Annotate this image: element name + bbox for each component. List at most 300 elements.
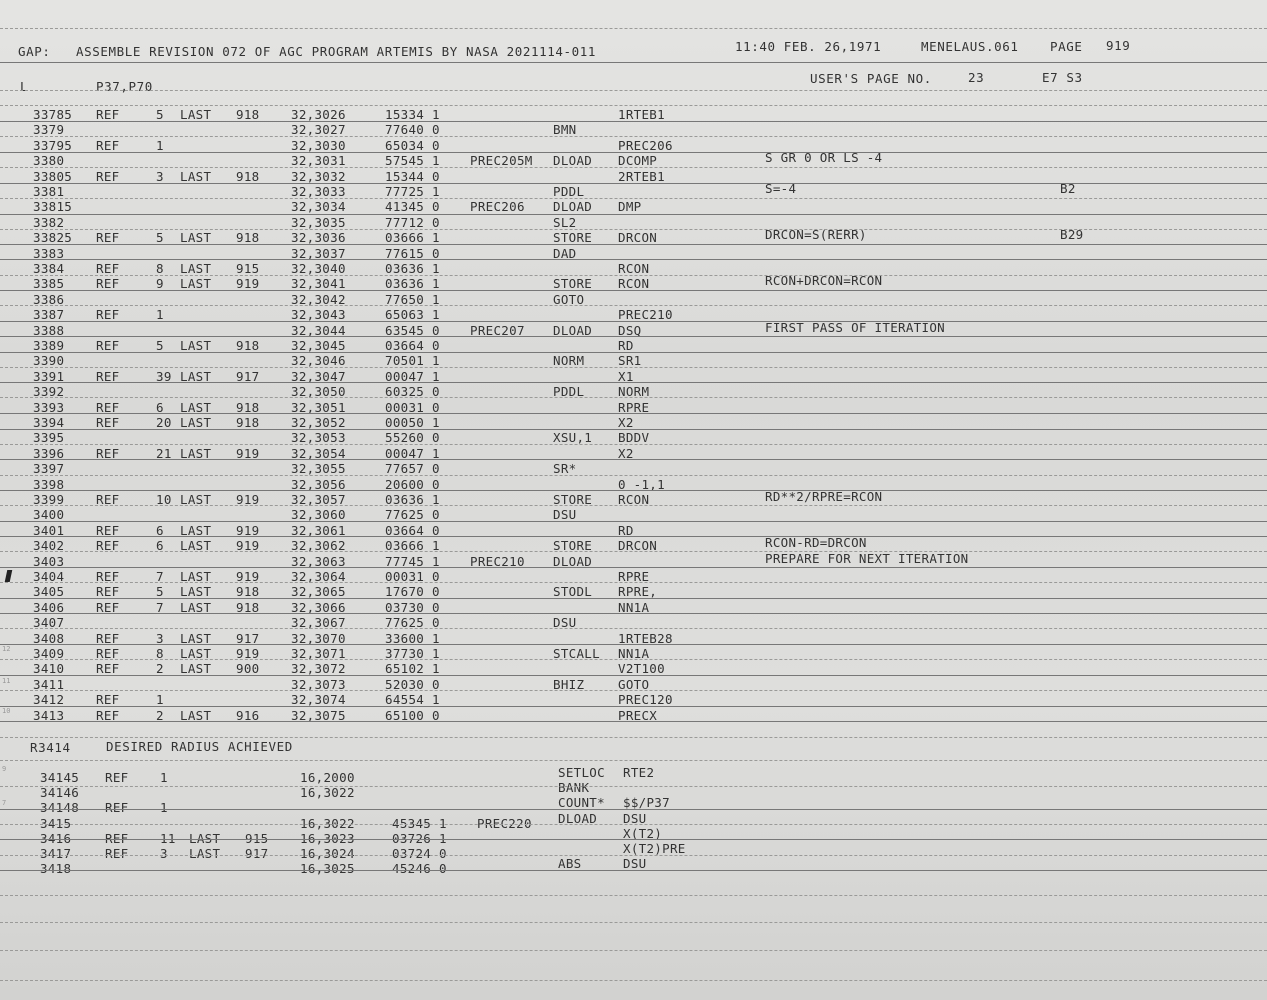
operand: PREC206 xyxy=(618,137,673,153)
ref-count: 2 xyxy=(156,707,164,723)
line-number: 3394 xyxy=(33,415,65,430)
opcode: STODL xyxy=(553,584,593,600)
line-number: 33795 xyxy=(33,137,73,153)
address: 32,3073 xyxy=(291,676,346,692)
ruled-line xyxy=(0,121,1267,122)
opcode: STCALL xyxy=(553,646,600,661)
ruled-line xyxy=(0,336,1267,337)
octal-word: 15334 1 xyxy=(385,107,440,122)
address: 32,3075 xyxy=(291,707,346,723)
last-tag: LAST xyxy=(180,569,212,584)
line-number: 3385 xyxy=(33,276,65,292)
section-text: DESIRED RADIUS ACHIEVED xyxy=(106,739,293,754)
octal-word: 03636 1 xyxy=(385,261,440,276)
line-number: 33825 xyxy=(33,230,73,246)
last-page: 919 xyxy=(236,538,260,554)
ruled-line xyxy=(0,551,1267,552)
comment: FIRST PASS OF ITERATION xyxy=(765,319,945,335)
last-tag: LAST xyxy=(180,107,212,122)
octal-word: 03666 1 xyxy=(385,230,440,246)
octal-word: 03724 0 xyxy=(392,846,447,861)
ruled-line xyxy=(0,675,1267,676)
ruled-line xyxy=(0,382,1267,383)
line-number: 34148 xyxy=(40,800,80,816)
ref-tag: REF xyxy=(96,368,120,384)
line-number: 3383 xyxy=(33,245,65,261)
card-ref: B2 xyxy=(1060,181,1076,196)
octal-word: 03726 1 xyxy=(392,830,447,846)
last-tag: LAST xyxy=(180,707,212,723)
address: 32,3045 xyxy=(291,338,346,353)
last-page: 919 xyxy=(236,646,260,661)
octal-word: 41345 0 xyxy=(385,199,440,215)
address: 32,3054 xyxy=(291,445,346,461)
ruled-line xyxy=(0,244,1267,245)
address: 32,3041 xyxy=(291,276,346,292)
operand: RCON xyxy=(618,276,650,292)
ruled-line xyxy=(0,459,1267,460)
line-number: 33815 xyxy=(33,199,73,215)
octal-word: 77625 0 xyxy=(385,615,440,631)
operand: $$/P37 xyxy=(623,795,670,811)
ruled-line xyxy=(0,214,1267,215)
last-tag: LAST xyxy=(180,445,212,461)
ruled-line xyxy=(0,628,1267,629)
subheader-users-page-number: 23 xyxy=(968,70,985,85)
address: 32,3071 xyxy=(291,646,346,661)
ruled-line xyxy=(0,895,1267,896)
octal-word: 03636 1 xyxy=(385,492,440,507)
line-number: 3410 xyxy=(33,661,65,677)
last-tag: LAST xyxy=(180,538,212,554)
opcode: DLOAD xyxy=(553,553,593,569)
operand: X2 xyxy=(618,445,634,461)
line-number: 3387 xyxy=(33,307,65,323)
line-number: 3406 xyxy=(33,599,65,615)
octal-word: 17670 0 xyxy=(385,584,440,600)
line-number: 3389 xyxy=(33,338,65,353)
octal-word: 65034 0 xyxy=(385,137,440,153)
last-tag: LAST xyxy=(189,830,221,846)
operand: RPRE xyxy=(618,399,650,415)
margin-tick: 9 xyxy=(2,765,7,773)
subheader-programs: P37,P70 xyxy=(96,79,153,94)
comment: RCON-RD=DRCON xyxy=(765,535,867,551)
operand: RTE2 xyxy=(623,765,655,780)
ref-tag: REF xyxy=(96,522,120,538)
address: 16,3022 xyxy=(300,785,355,801)
operand: PRECX xyxy=(618,707,658,723)
ref-count: 5 xyxy=(156,230,164,246)
opcode: BANK xyxy=(558,780,590,796)
card-ref: B29 xyxy=(1060,227,1084,243)
ruled-line xyxy=(0,824,1267,825)
operand: X(T2)PRE xyxy=(623,841,686,856)
opcode: ABS xyxy=(558,856,582,872)
operand: DCOMP xyxy=(618,153,658,169)
symbol-label: PREC205M xyxy=(470,153,533,169)
octal-word: 63545 0 xyxy=(385,322,440,338)
ref-tag: REF xyxy=(105,770,129,785)
subheader-column-l: L xyxy=(20,79,29,94)
ruled-line xyxy=(0,582,1267,583)
last-page: 917 xyxy=(236,368,260,384)
ruled-line xyxy=(0,28,1267,29)
last-tag: LAST xyxy=(180,599,212,615)
ref-count: 3 xyxy=(156,630,164,646)
address: 32,3065 xyxy=(291,584,346,600)
ref-tag: REF xyxy=(96,584,120,600)
comment: PREPARE FOR NEXT ITERATION xyxy=(765,550,969,566)
address: 32,3074 xyxy=(291,692,346,708)
octal-word: 00047 1 xyxy=(385,368,440,384)
operand: 1RTEB28 xyxy=(618,630,673,646)
last-tag: LAST xyxy=(180,492,212,507)
ref-count: 3 xyxy=(156,168,164,184)
operand: RD xyxy=(618,522,634,538)
octal-word: 00031 0 xyxy=(385,399,440,415)
ruled-line xyxy=(0,475,1267,476)
octal-word: 77712 0 xyxy=(385,214,440,230)
octal-word: 65100 0 xyxy=(385,707,440,723)
opcode: STORE xyxy=(553,276,593,292)
line-number: 3405 xyxy=(33,584,65,600)
ref-count: 1 xyxy=(156,137,164,153)
line-number: 3398 xyxy=(33,476,65,492)
octal-word: 00031 0 xyxy=(385,569,440,584)
opcode: DLOAD xyxy=(553,153,593,169)
operand: PREC120 xyxy=(618,692,673,708)
address: 32,3055 xyxy=(291,461,346,477)
ref-count: 1 xyxy=(160,770,168,785)
operand: DSQ xyxy=(618,322,642,338)
line-number: 3388 xyxy=(33,322,65,338)
ref-tag: REF xyxy=(96,445,120,461)
octal-word: 33600 1 xyxy=(385,630,440,646)
ref-count: 21 xyxy=(156,445,172,461)
octal-word: 15344 0 xyxy=(385,168,440,184)
address: 32,3040 xyxy=(291,261,346,276)
ruled-line xyxy=(0,198,1267,199)
operand: X1 xyxy=(618,368,634,384)
address: 32,3046 xyxy=(291,353,346,369)
ref-tag: REF xyxy=(96,707,120,723)
opcode: PDDL xyxy=(553,384,585,400)
line-number: 3401 xyxy=(33,522,65,538)
line-number: 3416 xyxy=(40,830,72,846)
line-number: 3413 xyxy=(33,707,65,723)
line-number: 34146 xyxy=(40,785,80,801)
operand: 2RTEB1 xyxy=(618,168,665,184)
header-source: MENELAUS.061 xyxy=(921,39,1019,54)
ref-count: 1 xyxy=(156,307,164,323)
line-number: 3400 xyxy=(33,507,65,523)
line-number: 3395 xyxy=(33,430,65,446)
address: 32,3042 xyxy=(291,291,346,307)
ruled-line xyxy=(0,721,1267,722)
operand: BDDV xyxy=(618,430,650,446)
address: 32,3070 xyxy=(291,630,346,646)
last-tag: LAST xyxy=(180,661,212,677)
ruled-line xyxy=(0,152,1267,153)
ref-count: 1 xyxy=(156,692,164,708)
margin-tick: 11 xyxy=(2,677,11,685)
address: 32,3026 xyxy=(291,107,346,122)
opcode: DLOAD xyxy=(553,322,593,338)
last-page: 900 xyxy=(236,661,260,677)
ref-tag: REF xyxy=(96,661,120,677)
octal-word: 70501 1 xyxy=(385,353,440,369)
address: 32,3063 xyxy=(291,553,346,569)
address: 32,3072 xyxy=(291,661,346,677)
ruled-line xyxy=(0,62,1267,63)
ruled-line xyxy=(0,809,1267,810)
last-tag: LAST xyxy=(180,338,212,353)
operand: RPRE xyxy=(618,569,650,584)
last-tag: LAST xyxy=(180,646,212,661)
comment: RD**2/RPRE=RCON xyxy=(765,489,883,504)
symbol-label: PREC207 xyxy=(470,322,525,338)
address: 32,3043 xyxy=(291,307,346,323)
address: 16,2000 xyxy=(300,770,355,785)
line-number: 3415 xyxy=(40,815,72,831)
last-page: 917 xyxy=(236,630,260,646)
address: 16,3024 xyxy=(300,846,355,861)
last-tag: LAST xyxy=(180,399,212,415)
ref-count: 20 xyxy=(156,415,172,430)
last-page: 915 xyxy=(245,830,269,846)
subheader-users-page-label: USER'S PAGE NO. xyxy=(810,71,932,86)
octal-word: 45246 0 xyxy=(392,861,447,877)
line-number: 3402 xyxy=(33,538,65,554)
ref-count: 6 xyxy=(156,522,164,538)
last-page: 917 xyxy=(245,846,269,861)
ruled-line xyxy=(0,690,1267,691)
address: 32,3034 xyxy=(291,199,346,215)
margin-tick: 12 xyxy=(2,645,11,653)
operand: NN1A xyxy=(618,599,650,615)
operand: PREC210 xyxy=(618,307,673,323)
ruled-line xyxy=(0,397,1267,398)
ruled-line xyxy=(0,536,1267,537)
operand: RPRE, xyxy=(618,584,658,600)
header-page-number: 919 xyxy=(1106,38,1131,53)
ref-tag: REF xyxy=(96,399,120,415)
ruled-line xyxy=(0,598,1267,599)
address: 32,3033 xyxy=(291,184,346,199)
last-page: 918 xyxy=(236,599,260,615)
ref-tag: REF xyxy=(96,599,120,615)
line-number: 33785 xyxy=(33,107,73,122)
octal-word: 37730 1 xyxy=(385,646,440,661)
ref-tag: REF xyxy=(96,307,120,323)
ruled-line xyxy=(0,613,1267,614)
ref-tag: REF xyxy=(105,800,129,816)
ruled-line xyxy=(0,870,1267,871)
ruled-line xyxy=(0,950,1267,951)
last-page: 919 xyxy=(236,445,260,461)
opcode: STORE xyxy=(553,538,593,554)
ruled-line xyxy=(0,229,1267,230)
ruled-line xyxy=(0,567,1267,568)
octal-word: 57545 1 xyxy=(385,153,440,169)
ref-tag: REF xyxy=(96,538,120,554)
address: 32,3056 xyxy=(291,476,346,492)
ruled-line xyxy=(0,706,1267,707)
line-number: 3380 xyxy=(33,153,65,169)
ruled-line xyxy=(0,275,1267,276)
octal-word: 00050 1 xyxy=(385,415,440,430)
opcode: DLOAD xyxy=(553,199,593,215)
octal-word: 03664 0 xyxy=(385,338,440,353)
ref-count: 11 xyxy=(160,830,176,846)
ruled-line xyxy=(0,429,1267,430)
last-page: 918 xyxy=(236,584,260,600)
line-number: 3417 xyxy=(40,846,72,861)
line-number: 3412 xyxy=(33,692,65,708)
octal-word: 65102 1 xyxy=(385,661,440,677)
address: 32,3057 xyxy=(291,492,346,507)
ref-tag: REF xyxy=(96,230,120,246)
ref-tag: REF xyxy=(96,338,120,353)
line-number: 3379 xyxy=(33,122,65,138)
line-number: 3392 xyxy=(33,384,65,400)
ref-count: 8 xyxy=(156,261,164,276)
opcode: GOTO xyxy=(553,291,585,307)
subheader-code: E7 S3 xyxy=(1042,70,1083,85)
ref-count: 6 xyxy=(156,538,164,554)
address: 32,3060 xyxy=(291,507,346,523)
ref-tag: REF xyxy=(96,276,120,292)
ruled-line xyxy=(0,444,1267,445)
symbol-label: PREC220 xyxy=(477,815,532,831)
address: 32,3044 xyxy=(291,322,346,338)
ruled-line xyxy=(0,760,1267,761)
ruled-line xyxy=(0,659,1267,660)
address: 16,3022 xyxy=(300,815,355,831)
line-number: 3407 xyxy=(33,615,65,631)
ruled-line xyxy=(0,839,1267,840)
line-number: 3393 xyxy=(33,399,65,415)
address: 16,3025 xyxy=(300,861,355,877)
opcode: PDDL xyxy=(553,184,585,199)
operand: X2 xyxy=(618,415,634,430)
opcode: STORE xyxy=(553,492,593,507)
octal-word: 77615 0 xyxy=(385,245,440,261)
ref-tag: REF xyxy=(96,492,120,507)
ref-count: 5 xyxy=(156,338,164,353)
octal-word: 77745 1 xyxy=(385,553,440,569)
last-tag: LAST xyxy=(180,584,212,600)
ruled-line xyxy=(0,352,1267,353)
ref-tag: REF xyxy=(96,168,120,184)
operand: RCON xyxy=(618,492,650,507)
header-time-date: 11:40 FEB. 26,1971 xyxy=(735,39,882,54)
line-number: 3397 xyxy=(33,461,65,477)
address: 32,3037 xyxy=(291,245,346,261)
opcode: COUNT* xyxy=(558,795,605,811)
octal-word: 03664 0 xyxy=(385,522,440,538)
ref-tag: REF xyxy=(96,569,120,584)
last-page: 918 xyxy=(236,168,260,184)
line-number: 3418 xyxy=(40,861,72,877)
opcode: DSU xyxy=(553,507,577,523)
octal-word: 65063 1 xyxy=(385,307,440,323)
address: 32,3030 xyxy=(291,137,346,153)
operand: RD xyxy=(618,338,634,353)
ref-tag: REF xyxy=(96,261,120,276)
operand: GOTO xyxy=(618,676,650,692)
octal-word: 03636 1 xyxy=(385,276,440,292)
operand: V2T100 xyxy=(618,661,665,677)
address: 32,3067 xyxy=(291,615,346,631)
ruled-line xyxy=(0,644,1267,645)
ruled-line xyxy=(0,521,1267,522)
margin-tick: 7 xyxy=(2,799,7,807)
octal-word: 52030 0 xyxy=(385,676,440,692)
last-page: 916 xyxy=(236,707,260,723)
operand: RCON xyxy=(618,261,650,276)
operand: DSU xyxy=(623,856,647,872)
address: 32,3052 xyxy=(291,415,346,430)
octal-word: 20600 0 xyxy=(385,476,440,492)
comment: S GR 0 OR LS -4 xyxy=(765,150,883,166)
line-number: 3408 xyxy=(33,630,65,646)
symbol-label: PREC206 xyxy=(470,199,525,215)
operand: SR1 xyxy=(618,353,642,369)
octal-word: 64554 1 xyxy=(385,692,440,708)
address: 32,3064 xyxy=(291,569,346,584)
ruled-line xyxy=(0,786,1267,787)
line-number: 3384 xyxy=(33,261,65,276)
line-number: 3396 xyxy=(33,445,65,461)
line-number: 3382 xyxy=(33,214,65,230)
ref-tag: REF xyxy=(96,107,120,122)
last-page: 915 xyxy=(236,261,260,276)
symbol-label: PREC210 xyxy=(470,553,525,569)
ref-count: 8 xyxy=(156,646,164,661)
opcode: SL2 xyxy=(553,214,577,230)
last-page: 918 xyxy=(236,338,260,353)
header-page-label: PAGE xyxy=(1050,39,1083,54)
operand: X(T2) xyxy=(623,825,663,841)
header-prefix: GAP: xyxy=(18,44,51,59)
opcode: BMN xyxy=(553,122,577,138)
opcode: STORE xyxy=(553,230,593,246)
operand: DSU xyxy=(623,810,647,826)
last-tag: LAST xyxy=(180,230,212,246)
opcode: XSU,1 xyxy=(553,430,593,446)
line-number: 3390 xyxy=(33,353,65,369)
octal-word: 45345 1 xyxy=(392,815,447,831)
last-page: 919 xyxy=(236,522,260,538)
line-number: 3403 xyxy=(33,553,65,569)
comment: RCON+DRCON=RCON xyxy=(765,273,883,289)
ruled-line xyxy=(0,922,1267,923)
ref-count: 3 xyxy=(160,846,168,861)
ruled-line xyxy=(0,259,1267,260)
ref-count: 1 xyxy=(160,800,168,816)
ref-tag: REF xyxy=(96,692,120,708)
ruled-line xyxy=(0,183,1267,184)
operand: NORM xyxy=(618,384,650,400)
address: 32,3032 xyxy=(291,168,346,184)
address: 32,3050 xyxy=(291,384,346,400)
ruled-line xyxy=(0,980,1267,981)
line-number: 3381 xyxy=(33,184,65,199)
last-tag: LAST xyxy=(189,846,221,861)
octal-word: 77625 0 xyxy=(385,507,440,523)
